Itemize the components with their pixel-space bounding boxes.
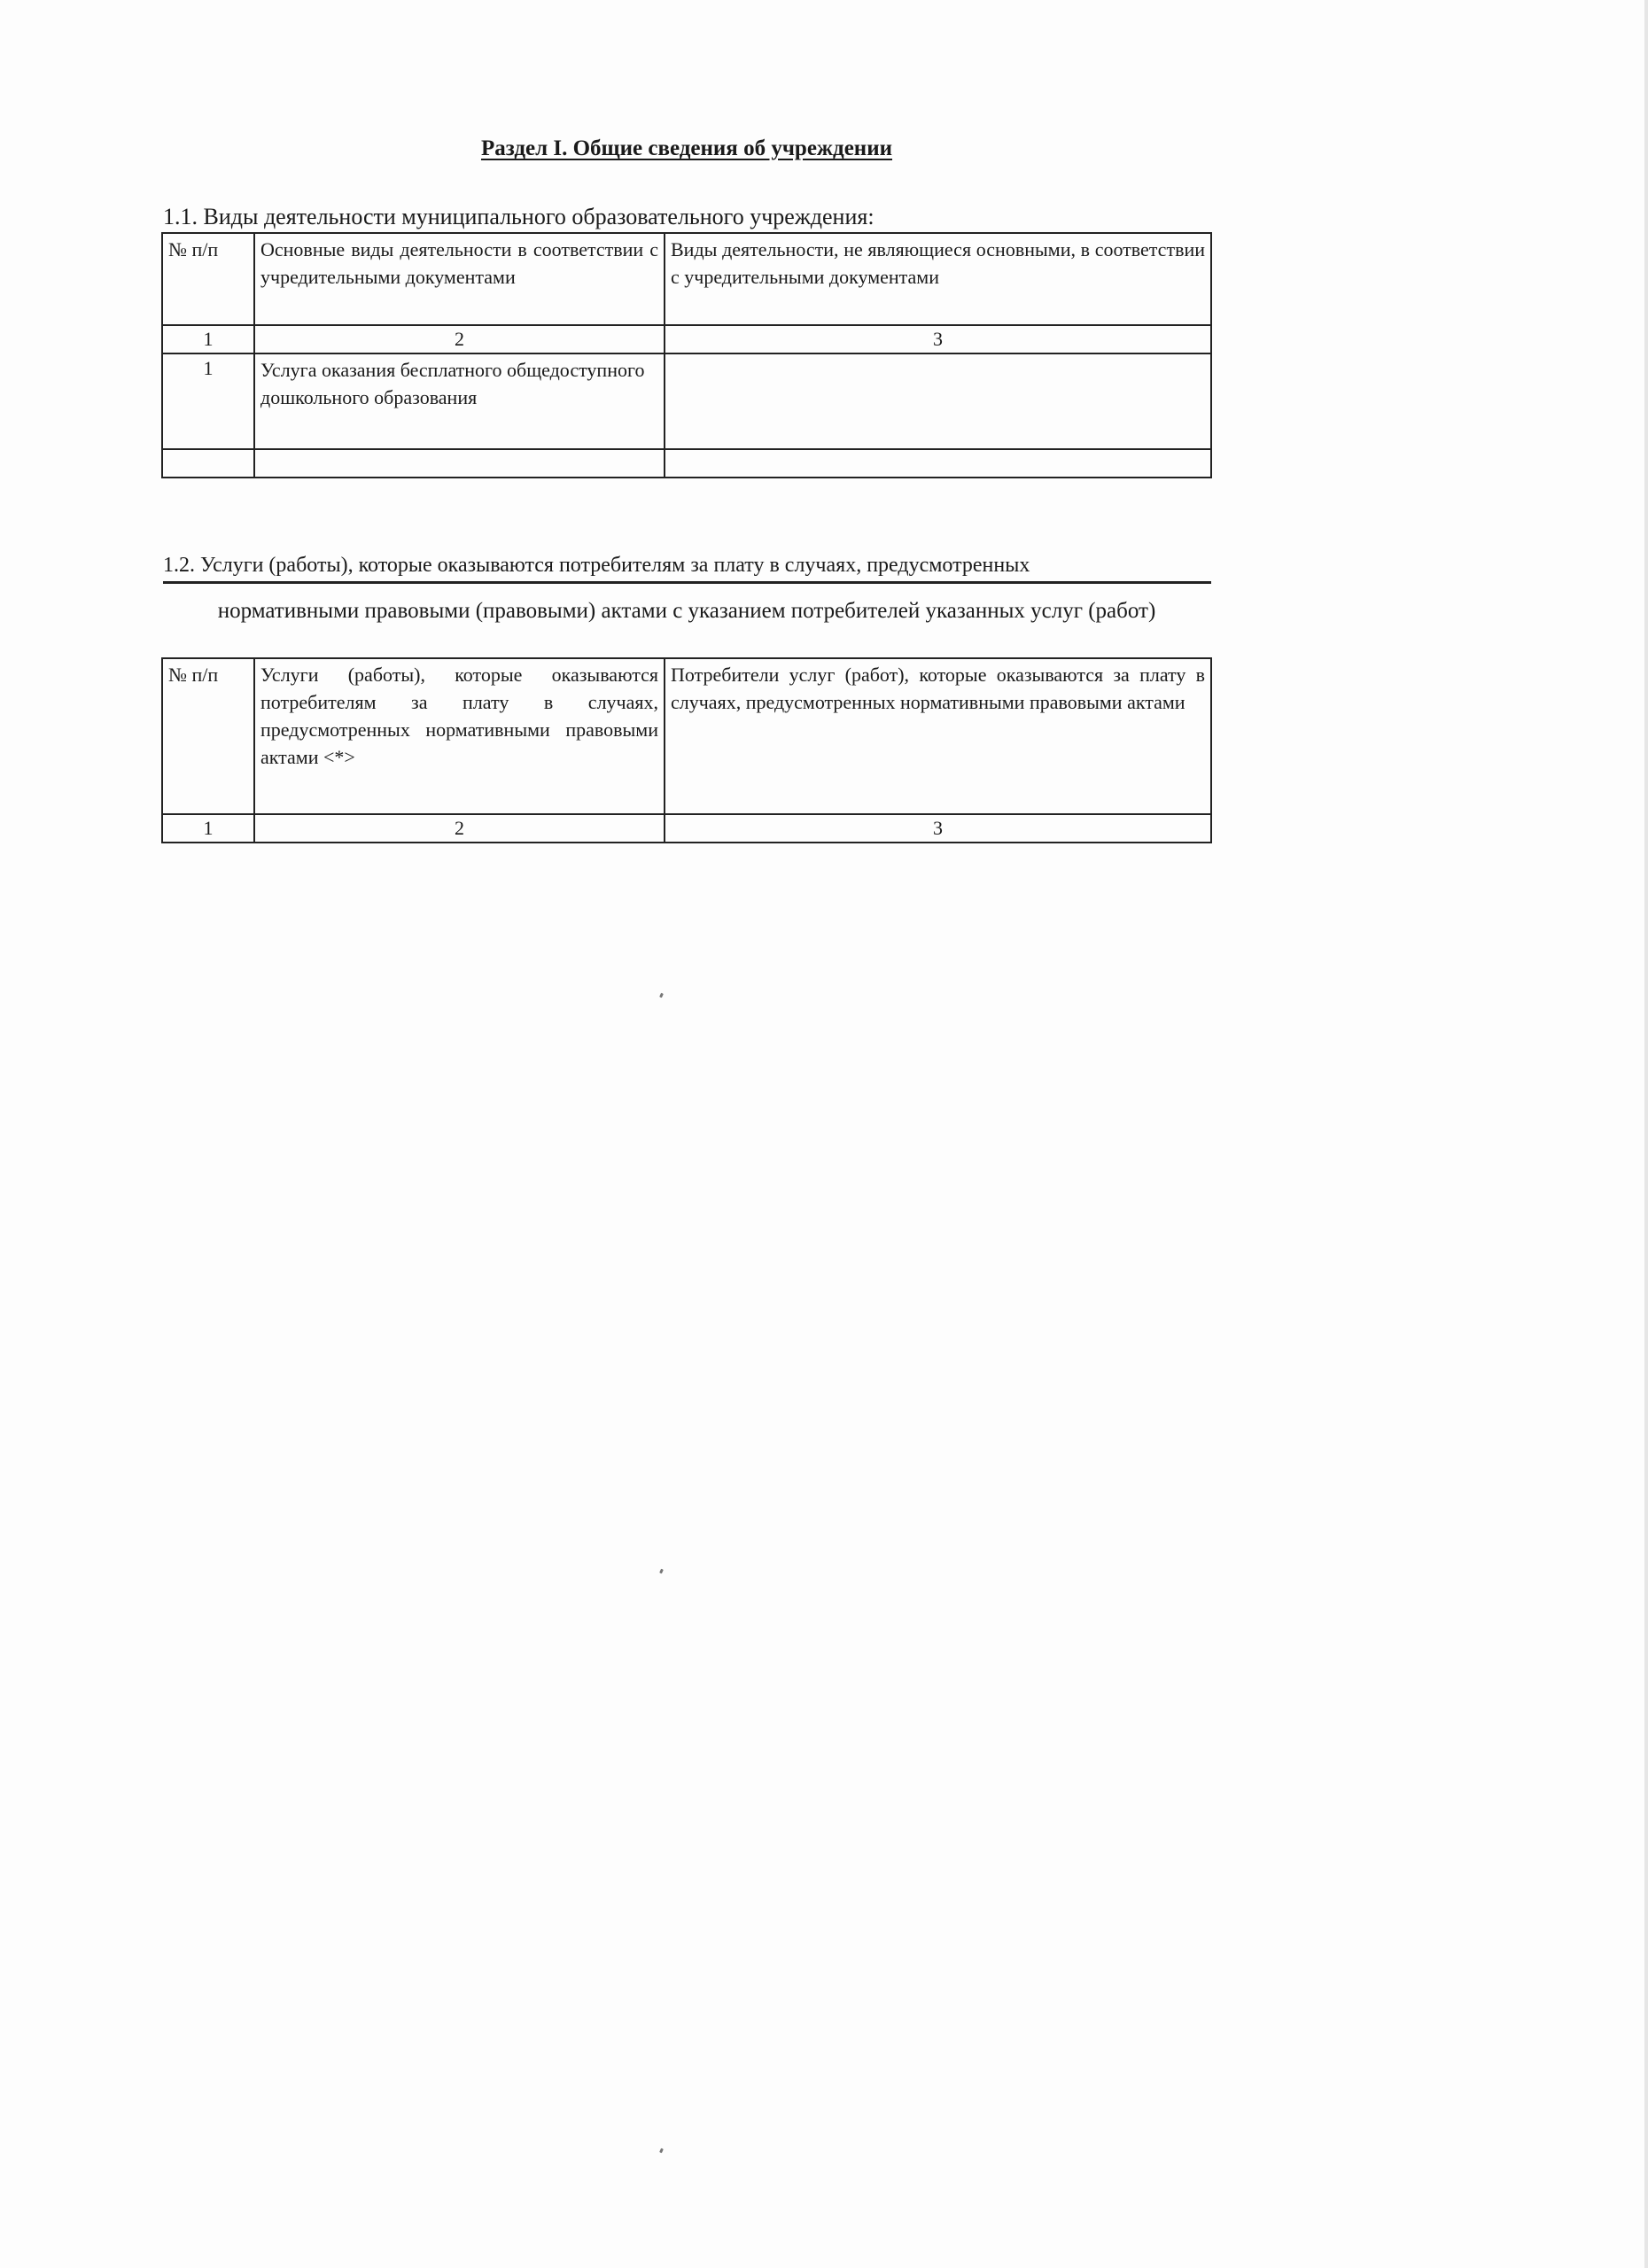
row-number (162, 449, 254, 478)
index-cell: 3 (665, 814, 1211, 843)
header-secondary-activities: Виды деятельности, не являющиеся основными, в соответствии с учредительными документами (665, 233, 1211, 325)
scan-speck (659, 993, 664, 998)
index-cell: 3 (665, 325, 1211, 353)
table-header-row (162, 233, 1211, 325)
section-1-label: 1.1. Виды деятельности муниципального образовательного учреждения: (163, 204, 875, 229)
section-2-label-continued: нормативными правовыми (правовыми) актами с указанием потребителей указанных услуг (работ) (217, 599, 1156, 623)
header-consumers: Потребители услуг (работ), которые оказываются за плату в случаях, предусмотренных нормативными правовыми актами (665, 658, 1211, 814)
table-row-empty (162, 449, 1211, 478)
section-2-label: 1.2. Услуги (работы), которые оказываются потребителям за плату в случаях, предусмотренных (163, 554, 1211, 584)
table-index-row (162, 814, 1211, 843)
scan-speck (659, 1569, 664, 1574)
header-number: № п/п (162, 658, 254, 814)
row-secondary-activity (665, 449, 1211, 478)
page-title (159, 136, 1214, 161)
index-cell: 2 (254, 814, 665, 843)
header-main-activities: Основные виды деятельности в соответствии с учредительными документами (254, 233, 665, 325)
table-row (162, 353, 1211, 449)
page-title-text: Раздел I. Общие сведения об учреждении (480, 136, 893, 160)
table-index-row (162, 325, 1211, 353)
row-secondary-activity (665, 353, 1211, 449)
paid-services-table (161, 657, 1212, 843)
scan-speck (659, 2148, 664, 2154)
row-main-activity: Услуга оказания бесплатного общедоступного дошкольного образования (254, 353, 665, 449)
index-cell: 1 (162, 814, 254, 843)
index-cell: 1 (162, 325, 254, 353)
header-paid-services: Услуги (работы), которые оказываются потребителям за плату в случаях, предусмотренных нормативными правовыми актами <*> (254, 658, 665, 814)
header-number: № п/п (162, 233, 254, 325)
row-main-activity (254, 449, 665, 478)
activities-table (161, 232, 1212, 478)
page-edge (1644, 0, 1648, 2268)
index-cell: 2 (254, 325, 665, 353)
table-header-row (162, 658, 1211, 814)
row-number: 1 (162, 353, 254, 449)
